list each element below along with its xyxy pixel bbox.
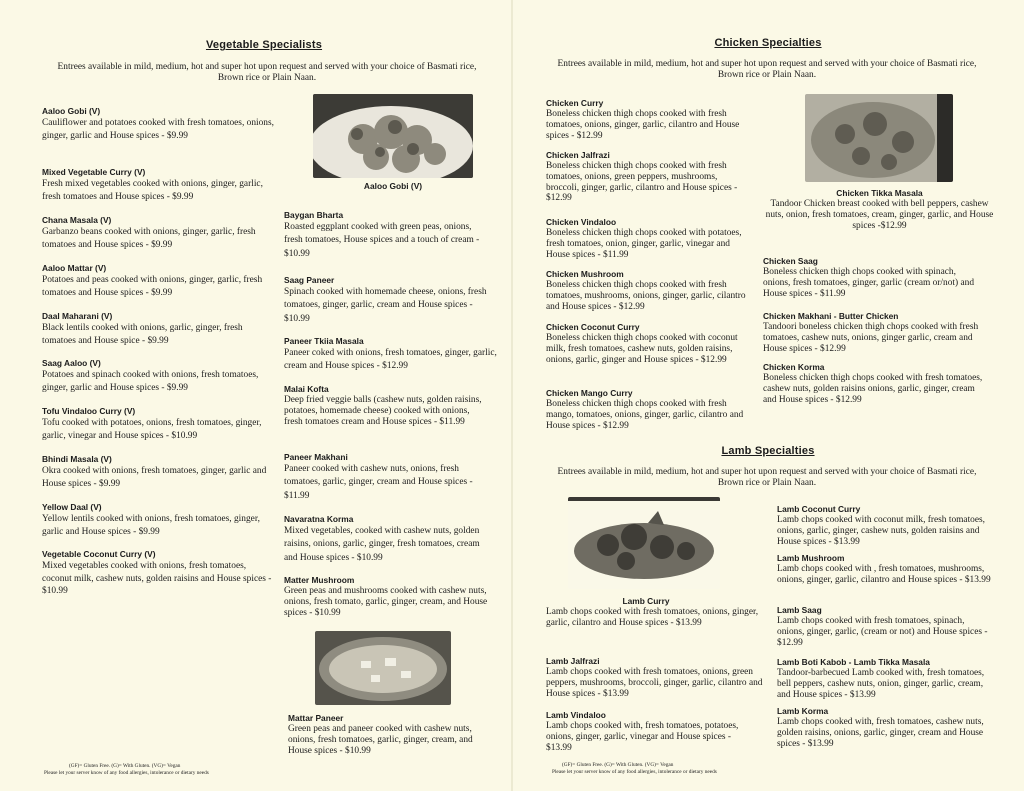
item-desc: Roasted eggplant cooked with green peas, onions, fresh tomatoes, House spices and a touch of cream - $10.99: [284, 222, 480, 259]
menu-item-chicken-saag: [763, 256, 978, 299]
item-name: Saag Aaloo (V): [42, 358, 101, 368]
item-name: Chicken Vindaloo: [546, 217, 617, 227]
item-desc: Boneless chicken thigh chops cooked with potatoes, fresh tomatoes, onion, ginger, garlic, vinegar and House spices - $11.99: [546, 228, 742, 260]
item-name: Lamb Vindaloo: [546, 710, 606, 720]
item-desc: Green peas and mushrooms cooked with cashew nuts, onions, fresh tomato, garlic, ginger, cream, and House spices - $10.99: [284, 586, 488, 618]
menu-item-lamb-coconut-curry: [777, 504, 992, 547]
menu-item-saag-aaloo: [42, 358, 277, 394]
vegetable-intro: Entrees available in mild, medium, hot and super hot upon request and served with your choice of Basmati rice, Brown rice or Plain Naan.: [57, 62, 477, 83]
item-desc: Mixed vegetables cooked with onions, fresh tomatoes, coconut milk, cashew nuts, golden raisins and House spices - $10.99: [42, 561, 272, 596]
chicken-intro: Entrees available in mild, medium, hot and super hot upon request and served with your choice of Basmati rice, Brown rice or Plain Naan.: [557, 59, 977, 80]
lamb-curry-photo: [568, 497, 720, 589]
item-desc: Potatoes and spinach cooked with onions, fresh tomatoes, ginger, garlic and House spices - $9.99: [42, 370, 259, 393]
menu-item-bhindi-masala: [42, 454, 277, 490]
lamb-intro: Entrees available in mild, medium, hot and super hot upon request and served with your choice of Basmati rice, Brown rice or Plain Naan.: [557, 467, 977, 488]
item-desc: Potatoes and peas cooked with onions, ginger, garlic, fresh tomatoes and House spices - $9.99: [42, 275, 263, 298]
menu-item-aaloo-mattar: [42, 263, 277, 299]
menu-item-baygan-bharta: [284, 210, 489, 261]
item-desc: Tandoori boneless chicken thigh chops cooked with fresh tomatoes, cashew nuts, onions, ginger garlic, cream and House spices - $12.99: [763, 322, 979, 354]
item-desc: Black lentils cooked with onions, garlic, ginger, fresh tomatoes and House spice - $9.99: [42, 323, 243, 346]
item-name: Lamb Saag: [777, 605, 822, 615]
menu-item-chicken-tikka-masala: [762, 188, 997, 231]
menu-item-chicken-makhani: [763, 311, 983, 354]
menu-item-paneer-makhani: [284, 452, 489, 503]
item-desc: Boneless chicken thigh chops cooked with fresh mango, tomatoes, onions, ginger, garlic, cilantro and House spices - $12.99: [546, 399, 744, 431]
mattar-paneer-photo: [315, 631, 451, 705]
menu-item-lamb-boti-kabob: [777, 657, 992, 700]
item-name: Navaratna Korma: [284, 514, 354, 524]
item-name: Chicken Makhani - Butter Chicken: [763, 311, 899, 321]
menu-item-matter-mushroom: [284, 575, 489, 618]
footer-note: [44, 763, 209, 776]
item-name: Malai Kofta: [284, 384, 329, 394]
item-name: Lamb Korma: [777, 706, 829, 716]
menu-item-malai-kofta: [284, 384, 489, 427]
item-name: Baygan Bharta: [284, 210, 344, 220]
menu-item-lamb-saag: [777, 605, 992, 648]
menu-item-chana-masala: [42, 215, 277, 251]
vegetable-title: Vegetable Specialists: [205, 39, 323, 51]
chicken-tikka-photo: [805, 94, 953, 182]
item-name: Chana Masala (V): [42, 215, 112, 225]
item-name: Mattar Paneer: [288, 713, 344, 723]
item-desc: Lamb chops cooked with , fresh tomatoes, mushrooms, onions, ginger, garlic, cilantro and House spices - $13.99: [777, 564, 991, 585]
item-desc: Green peas and paneer cooked with cashew nuts, onions, fresh tomatoes, garlic, ginger, cream, and House spices - $10.99: [288, 724, 473, 756]
item-name: Chicken Coconut Curry: [546, 322, 640, 332]
item-desc: Boneless chicken thigh chops cooked with fresh tomatoes, onions, ginger, garlic, cilantro and House spices - $12.99: [546, 109, 740, 141]
chicken-title: Chicken Specialties: [714, 37, 822, 49]
item-desc: Boneless chicken thigh chops cooked with spinach, onions, fresh tomatoes, ginger, garlic (cream or/not) and House spices - $11.99: [763, 267, 975, 299]
footer-note-right: [552, 762, 717, 775]
footer-legend: (GF)= Gluten Free. (G)= With Gluten. (VG)= Vegan: [69, 763, 181, 769]
item-desc: Lamb chops cooked with fresh tomatoes, onions, ginger, garlic, cilantro and House spices - $13.99: [546, 607, 759, 628]
aaloo-gobi-photo: [313, 94, 473, 178]
item-desc: Lamb chops cooked with fresh tomatoes, onions, green peppers, mushrooms, broccoli, ginger, garlic, cilantro and House spices - $13.99: [546, 667, 763, 699]
menu-item-chicken-coconut-curry: [546, 322, 746, 365]
menu-item-chicken-mango-curry: [546, 388, 746, 431]
menu-item-daal-maharani: [42, 311, 277, 347]
menu-item-lamb-korma: [777, 706, 992, 749]
item-desc: Tofu cooked with potatoes, onions, fresh tomatoes, ginger, garlic, vinegar and House spices - $10.99: [42, 418, 262, 441]
item-name: Bhindi Masala (V): [42, 454, 112, 464]
item-name: Lamb Jalfrazi: [546, 656, 600, 666]
menu-item-yellow-daal: [42, 502, 277, 538]
item-name: Saag Paneer: [284, 275, 335, 285]
item-name: Yellow Daal (V): [42, 502, 102, 512]
lamb-title: Lamb Specialties: [721, 445, 815, 457]
item-name: Matter Mushroom: [284, 575, 355, 585]
item-desc: Yellow lentils cooked with onions, fresh tomatoes, ginger, garlic and House spices - $9.99: [42, 514, 260, 537]
item-name: Lamb Coconut Curry: [777, 504, 861, 514]
menu-item-navaratna-korma: [284, 514, 489, 565]
item-name: Aaloo Mattar (V): [42, 263, 107, 273]
item-desc: Lamb chops cooked with fresh tomatoes, spinach, onions, ginger, garlic, (cream or not) and House spices - $12.99: [777, 616, 988, 648]
item-desc: Boneless chicken thigh chops cooked with fresh tomatoes, mushrooms, onions, ginger, garlic, cilantro and House spices - $12.99: [546, 280, 746, 312]
menu-item-chicken-jalfrazi: [546, 150, 751, 204]
item-desc: Fresh mixed vegetables cooked with onions, ginger, garlic, fresh tomatoes and House spices - $9.99: [42, 179, 263, 202]
item-desc: Boneless chicken thigh chops cooked with coconut milk, fresh tomatoes, cashew nuts, golden raisins, onions, garlic, ginger and House spices - $12.99: [546, 333, 738, 365]
menu-item-mattar-paneer: [288, 713, 493, 756]
item-desc: Boneless chicken thigh chops cooked with fresh tomatoes, cashew nuts, golden raisins onions, garlic, ginger, cream and House spices - $12.99: [763, 373, 983, 405]
item-name: Chicken Mango Curry: [546, 388, 633, 398]
item-desc: Boneless chicken thigh chops cooked with fresh tomatoes, onions, green peppers, mushrooms, broccoli, ginger, garlic, cilantro and House spices - $12.99: [546, 161, 738, 204]
item-name: Mixed Vegetable Curry (V): [42, 167, 146, 177]
item-desc: Tandoor-barbecued Lamb cooked with, fresh tomatoes, bell peppers, cashew nuts, onion, ginger, garlic, cream, and House spices - $13.99: [777, 668, 985, 700]
menu-item-lamb-curry: [546, 596, 771, 629]
menu-item-vegetable-coconut-curry: [42, 549, 277, 598]
item-name: Tofu Vindaloo Curry (V): [42, 406, 136, 416]
item-name: Vegetable Coconut Curry (V): [42, 549, 156, 559]
item-name: Paneer Tkiia Masala: [284, 336, 364, 346]
menu-item-chicken-korma: [763, 362, 983, 405]
item-name: Lamb Curry: [622, 596, 670, 606]
item-desc: Okra cooked with onions, fresh tomatoes, ginger, garlic and House spices - $9.99: [42, 466, 267, 489]
menu-item-chicken-mushroom: [546, 269, 746, 312]
menu-item-saag-paneer: [284, 275, 489, 326]
menu-item-chicken-curry: [546, 98, 746, 141]
menu-item-paneer-tikka-masala: [284, 336, 502, 374]
menu-item-chicken-vindaloo: [546, 217, 746, 260]
menu-item-tofu-vindaloo: [42, 406, 277, 442]
item-desc: Cauliflower and potatoes cooked with fresh tomatoes, onions, ginger, garlic and House spices - $9.99: [42, 118, 274, 141]
item-desc: Lamb chops cooked with, fresh tomatoes, potatoes, onions, ginger, garlic, vinegar and House spices - $13.99: [546, 721, 739, 753]
item-name: Chicken Mushroom: [546, 269, 624, 279]
item-desc: Garbanzo beans cooked with onions, ginger, garlic, fresh tomatoes and House spices - $9.99: [42, 227, 256, 250]
item-desc: Spinach cooked with homemade cheese, onions, fresh tomatoes, ginger, garlic, cream and House spices - $10.99: [284, 287, 487, 324]
menu-item-lamb-jalfrazi: [546, 656, 764, 699]
aaloo-gobi-caption: Aaloo Gobi (V): [363, 181, 423, 191]
item-name: Paneer Makhani: [284, 452, 348, 462]
item-name: Chicken Korma: [763, 362, 825, 372]
menu-item-aaloo-gobi: [42, 106, 277, 142]
item-desc: Mixed vegetables, cooked with cashew nuts, golden raisins, onions, garlic, ginger, fresh tomatoes, cream and House spices - $10.99: [284, 526, 480, 563]
menu-item-lamb-vindaloo: [546, 710, 746, 753]
item-name: Aaloo Gobi (V): [42, 106, 101, 116]
footer-allergy-note: Please let your server know of any food allergies, intolerance or dietary needs: [44, 769, 209, 776]
item-name: Chicken Tikka Masala: [836, 188, 923, 198]
item-desc: Paneer cooked with cashew nuts, onions, fresh tomatoes, garlic, ginger, cream and House spices - $11.99: [284, 464, 473, 501]
menu-item-lamb-mushroom: [777, 553, 992, 586]
item-name: Lamb Mushroom: [777, 553, 845, 563]
item-name: Lamb Boti Kabob - Lamb Tikka Masala: [777, 657, 930, 667]
item-name: Chicken Jalfrazi: [546, 150, 610, 160]
item-name: Chicken Curry: [546, 98, 604, 108]
item-desc: Deep fried veggie balls (cashew nuts, golden raisins, potatoes, homemade cheese) cooked with onions, fresh tomatoes cream and House spices - $11.99: [284, 395, 482, 427]
footer-allergy-note: Please let your server know of any food allergies, intolerance or dietary needs: [552, 768, 717, 775]
item-desc: Lamb chops cooked with coconut milk, fresh tomatoes, onions, garlic, ginger, cashew nuts, golden raisins and House spices - $13.99: [777, 515, 986, 547]
item-name: Chicken Saag: [763, 256, 818, 266]
footer-legend: (GF)= Gluten Free. (G)= With Gluten. (VG)= Vegan: [562, 762, 674, 768]
meat-page: [512, 0, 1024, 791]
menu-item-mixed-vegetable-curry: [42, 167, 277, 203]
item-desc: Tandoor Chicken breast cooked with bell peppers, cashew nuts, onion, fresh tomatoes, cream, ginger, garlic, and House spices -$12.99: [765, 199, 994, 231]
item-name: Daal Maharani (V): [42, 311, 113, 321]
item-desc: Lamb chops cooked with, fresh tomatoes, cashew nuts, golden raisins, onions, garlic, ginger, cream and House spices - $13.99: [777, 717, 984, 749]
item-desc: Paneer coked with onions, fresh tomatoes, ginger, garlic, cream and House spices - $12.99: [284, 348, 497, 372]
